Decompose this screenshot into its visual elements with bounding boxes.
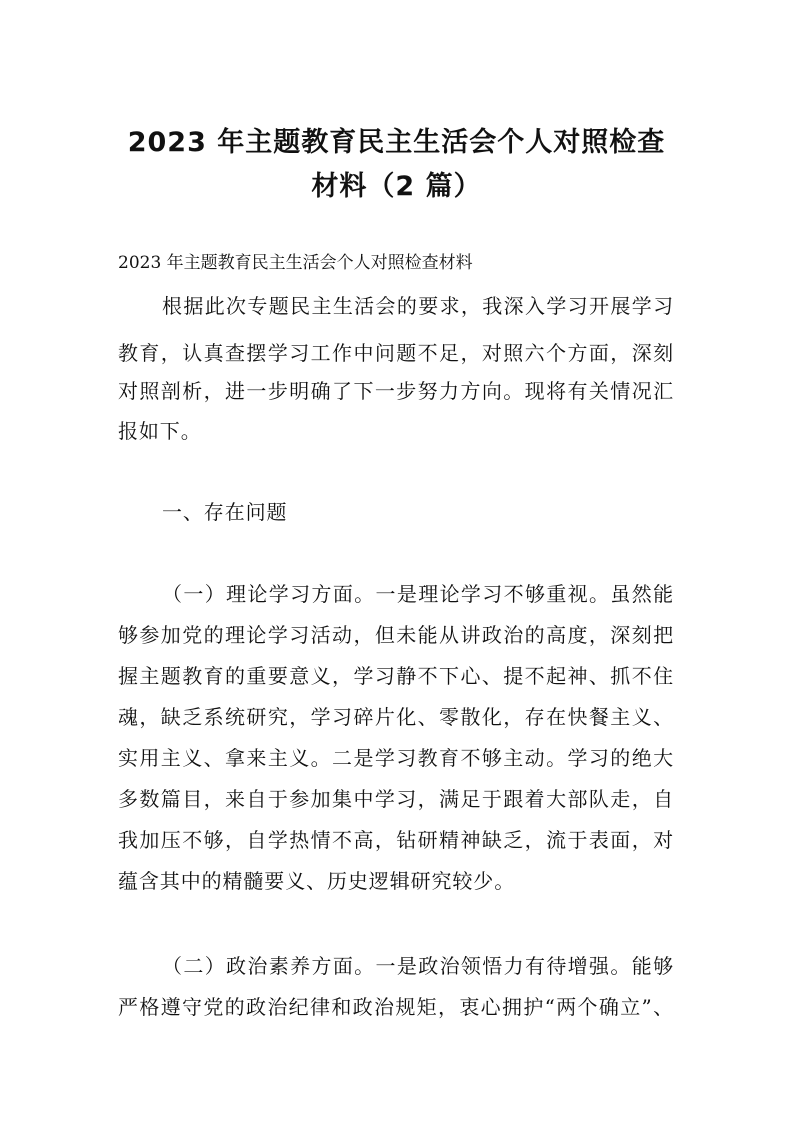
para1-line: 蕴含其中的精髓要义、历史逻辑研究较少。 (118, 869, 516, 893)
para1-line: 握主题教育的重要意义，学习静不下心、提不起神、抓不住 (118, 664, 674, 688)
para1-line: 我加压不够，自学热情不高，钻研精神缺乏，流于表面，对 (118, 828, 674, 852)
intro-line: 对照剖析，进一步明确了下一步努力方向。现将有关情况汇 (118, 379, 674, 403)
para1-line: 够参加党的理论学习活动，但未能从讲政治的高度，深刻把 (118, 623, 674, 647)
document-title-line-1: 2023 年主题教育民主生活会个人对照检查 (127, 127, 666, 158)
intro-line: 教育，认真查摆学习工作中问题不足，对照六个方面，深刻 (118, 341, 674, 365)
intro-line: 报如下。 (118, 419, 202, 443)
para1-line: 实用主义、拿来主义。二是学习教育不够主动。学习的绝大 (118, 746, 674, 770)
para2-line: 严格遵守党的政治纪律和政治规矩，衷心拥护“两个确立”、 (118, 995, 674, 1019)
para1-line: （一）理论学习方面。一是理论学习不够重视。虽然能 (162, 582, 674, 606)
para1-line: 多数篇目，来自于参加集中学习，满足于跟着大部队走，自 (118, 787, 674, 811)
intro-line: 根据此次专题民主生活会的要求，我深入学习开展学习 (162, 294, 674, 318)
section-heading: 一、存在问题 (162, 500, 288, 524)
document-subtitle: 2023 年主题教育民主生活会个人对照检查材料 (118, 253, 473, 273)
document-title-line-2: 材料（2 篇） (311, 171, 482, 202)
para1-line: 魂，缺乏系统研究，学习碎片化、零散化，存在快餐主义、 (118, 705, 674, 729)
para2-line: （二）政治素养方面。一是政治领悟力有待增强。能够 (162, 954, 674, 978)
